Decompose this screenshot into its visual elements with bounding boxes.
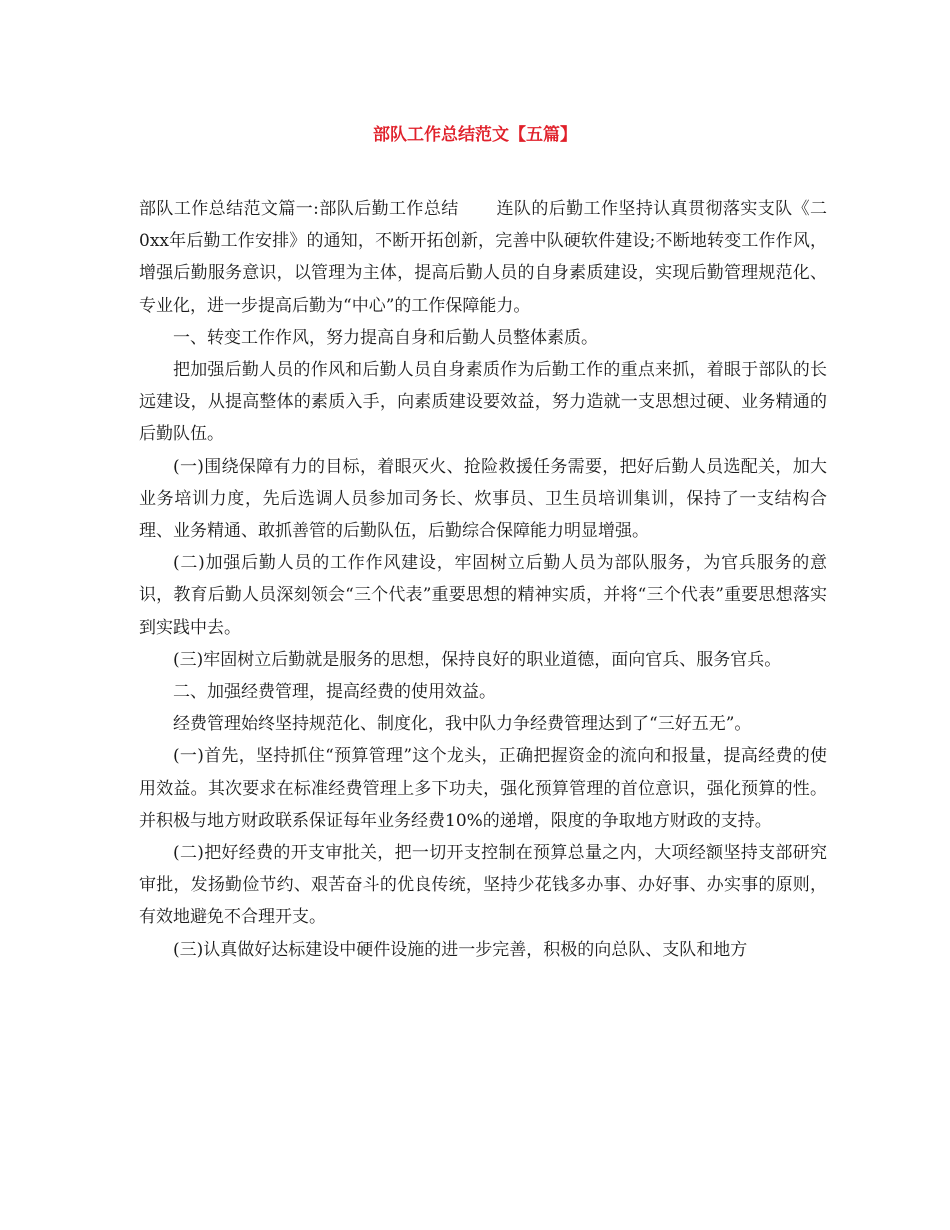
- paragraph: (三)牢固树立后勤就是服务的思想，保持良好的职业道德，面向官兵、服务官兵。: [173, 649, 782, 670]
- paragraph: (二)把好经费的开支审批关，把一切开支控制在预算总量之内，大项经额坚持支部研究审批，发扬勤俭节约、艰苦奋斗的优良传统，坚持少花钱多办事、办好事、办实事的原则，有效地避免不合理开支。: [139, 843, 827, 928]
- document-body: [139, 193, 827, 966]
- paragraph: (一)围绕保障有力的目标，着眼灭火、抢险救援任务需要，把好后勤人员选配关，加大业务培训力度，先后选调人员参加司务长、炊事员、卫生员培训集训，保持了一支结构合理、业务精通、敢抓善管的后勤队伍，后勤综合保障能力明显增强。: [139, 456, 827, 542]
- document-title: 部队工作总结范文【五篇】: [373, 125, 577, 145]
- paragraph: (三)认真做好达标建设中硬件设施的进一步完善，积极的向总队、支队和地方: [173, 939, 748, 960]
- paragraph: 经费管理始终坚持规范化、制度化，我中队力争经费管理达到了“三好五无”。: [173, 714, 752, 735]
- section-heading-2: 二、加强经费管理，提高经费的使用效益。: [173, 682, 496, 703]
- intro-heading: 部队工作总结范文篇一:部队后勤工作总结: [139, 199, 459, 219]
- intro-paragraph: [139, 193, 827, 322]
- paragraph: (一)首先，坚持抓住“预算管理”这个龙头，正确把握资金的流向和报量，提高经费的使用效益。其次要求在标准经费管理上多下功夫，强化预算管理的首位意识，强化预算的性。并积极与地方财政联系保证每年业务经费10%的递增，限度的争取地方财政的支持。: [139, 746, 827, 831]
- paragraph: 把加强后勤人员的作风和后勤人员自身素质作为后勤工作的重点来抓，着眼于部队的长远建设，从提高整体的素质入手，向素质建设要效益，努力造就一支思想过硬、业务精通的后勤队伍。: [139, 360, 827, 445]
- section-heading-1: 一、转变工作作风，努力提高自身和后勤人员整体素质。: [173, 327, 598, 348]
- paragraph: (二)加强后勤人员的工作作风建设，牢固树立后勤人员为部队服务，为官兵服务的意识，教育后勤人员深刻领会“三个代表”重要思想的精神实质，并将“三个代表”重要思想落实到实践中去。: [139, 553, 827, 638]
- intro-text: 连队的后勤工作坚持认真贯彻落实支队《二0xx年后勤工作安排》的通知，不断开拓创新，完善中队硬软件建设;不断地转变工作作风，增强后勤服务意识，以管理为主体，提高后勤人员的自身素质建设，实现后勤管理规范化、专业化，进一步提高后勤为“中心”的工作保障能力。: [139, 199, 827, 316]
